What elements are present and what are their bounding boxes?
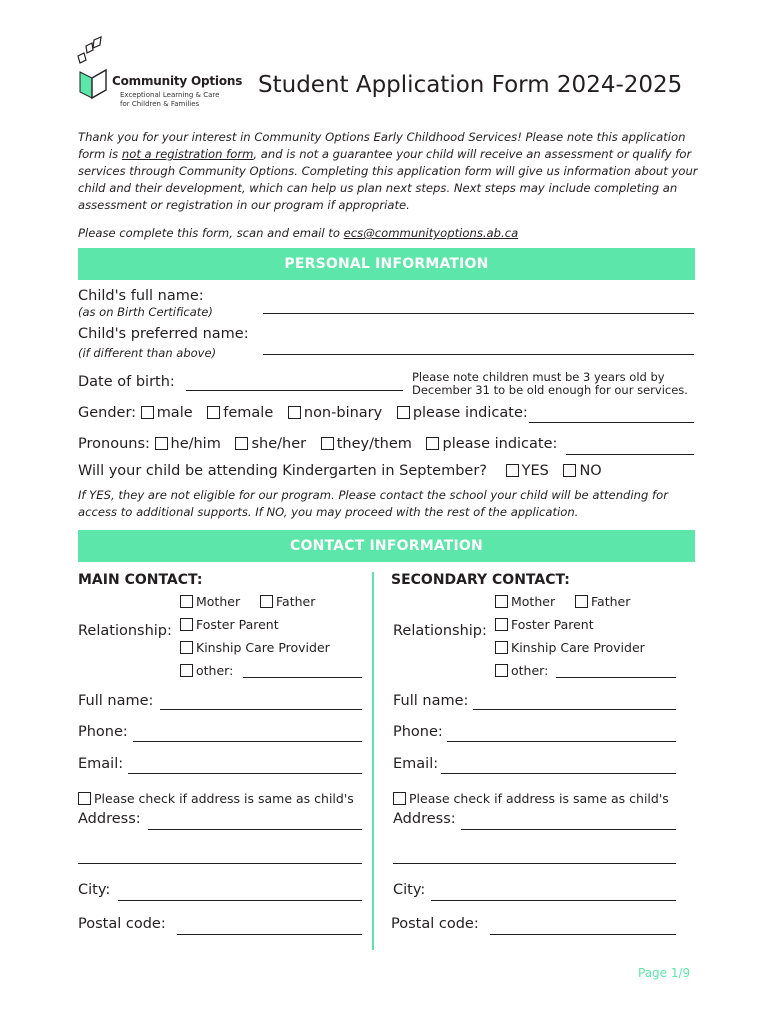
checkbox[interactable]	[575, 595, 588, 608]
checkbox[interactable]	[563, 464, 576, 477]
logo-tagline: Exceptional Learning & Care for Children & Families	[120, 91, 220, 108]
checkbox[interactable]	[141, 406, 154, 419]
child-full-name-label: Child's full name:	[78, 288, 204, 304]
gender-row	[78, 405, 528, 421]
personal-info-heading: PERSONAL INFORMATION	[78, 248, 695, 280]
checkbox[interactable]	[207, 406, 220, 419]
main-other-field[interactable]	[243, 677, 362, 678]
dob-label: Date of birth:	[78, 374, 175, 390]
secondary-kinship-option[interactable]: Kinship Care Provider	[495, 640, 645, 655]
secondary-postal-field[interactable]	[490, 934, 676, 935]
checkbox[interactable]	[393, 792, 406, 805]
child-preferred-name-label: Child's preferred name:	[78, 326, 249, 342]
main-phone-label: Phone:	[78, 724, 128, 740]
checkbox[interactable]	[235, 437, 248, 450]
kindergarten-yes[interactable]: YES	[506, 463, 549, 479]
secondary-city-label: City:	[393, 882, 426, 898]
secondary-same-address-option[interactable]: Please check if address is same as child's	[393, 791, 669, 806]
page-title: Student Application Form 2024-2025	[258, 72, 683, 98]
secondary-address-field-2[interactable]	[393, 863, 676, 864]
main-phone-field[interactable]	[133, 741, 362, 742]
child-preferred-name-field[interactable]	[263, 354, 694, 355]
child-preferred-name-sublabel: (if different than above)	[78, 346, 217, 360]
dob-field[interactable]	[186, 390, 403, 391]
secondary-phone-field[interactable]	[447, 741, 676, 742]
gender-option-indicate[interactable]: please indicate:	[397, 405, 528, 421]
main-postal-field[interactable]	[177, 934, 362, 935]
dob-note: Please note children must be 3 years old by December 31 to be old enough for our services.	[412, 370, 688, 397]
checkbox[interactable]	[288, 406, 301, 419]
secondary-address-field[interactable]	[461, 829, 676, 830]
secondary-full-name-field[interactable]	[473, 709, 676, 710]
child-full-name-sublabel: (as on Birth Certificate)	[78, 305, 213, 319]
page-number: Page 1/9	[638, 966, 691, 980]
pronouns-indicate-field[interactable]	[566, 454, 694, 455]
child-full-name-field[interactable]	[263, 313, 694, 314]
checkbox[interactable]	[495, 641, 508, 654]
secondary-city-field[interactable]	[431, 900, 676, 901]
kindergarten-row	[78, 463, 602, 479]
checkbox[interactable]	[321, 437, 334, 450]
main-email-label: Email:	[78, 756, 124, 772]
main-address-field[interactable]	[148, 829, 362, 830]
main-address-label: Address:	[78, 811, 141, 827]
checkbox[interactable]	[180, 618, 193, 631]
email-instruction: Please complete this form, scan and email to ecs@communityoptions.ab.ca	[78, 226, 519, 240]
main-email-field[interactable]	[128, 773, 362, 774]
intro-paragraph: Thank you for your interest in Community Options Early Childhood Services! Please note this application form is not a registration form, and is not a guarantee your child will receive an assessment or qualify for services through Community Options. Completing this application form will give us information about your child and their development, which can help us plan next steps. Next steps may include completing an assessment or registration in our program if appropriate.	[78, 130, 698, 212]
pronoun-option-she-her[interactable]: she/her	[235, 436, 306, 452]
secondary-mother-option[interactable]: Mother	[495, 594, 555, 609]
checkbox[interactable]	[155, 437, 168, 450]
checkbox[interactable]	[426, 437, 439, 450]
main-relationship-label: Relationship:	[78, 623, 172, 639]
main-city-label: City:	[78, 882, 111, 898]
secondary-phone-label: Phone:	[393, 724, 443, 740]
secondary-postal-label: Postal code:	[391, 916, 479, 932]
gender-label: Gender:	[78, 405, 137, 421]
checkbox[interactable]	[495, 664, 508, 677]
main-mother-option[interactable]: Mother	[180, 594, 240, 609]
kindergarten-no[interactable]: NO	[563, 463, 601, 479]
secondary-father-option[interactable]: Father	[575, 594, 630, 609]
pronoun-option-indicate[interactable]: please indicate:	[426, 436, 557, 452]
pronoun-option-he-him[interactable]: he/him	[155, 436, 221, 452]
checkbox[interactable]	[180, 664, 193, 677]
main-full-name-label: Full name:	[78, 693, 154, 709]
main-city-field[interactable]	[118, 900, 362, 901]
column-divider	[372, 572, 374, 950]
secondary-other-field[interactable]	[556, 677, 676, 678]
pronoun-option-they-them[interactable]: they/them	[321, 436, 412, 452]
checkbox[interactable]	[397, 406, 410, 419]
email-link[interactable]: ecs@communityoptions.ab.ca	[343, 226, 519, 240]
gender-option-non-binary[interactable]: non-binary	[288, 405, 382, 421]
gender-indicate-field[interactable]	[529, 422, 694, 423]
kindergarten-note: If YES, they are not eligible for our program. Please contact the school your child will be attending for access to additional supports. If NO, you may proceed with the rest of the application.	[78, 488, 668, 519]
logo-name: Community Options	[112, 74, 243, 88]
main-father-option[interactable]: Father	[260, 594, 315, 609]
community-options-logo-icon	[74, 36, 114, 100]
secondary-relationship-label: Relationship:	[393, 623, 487, 639]
checkbox[interactable]	[506, 464, 519, 477]
checkbox[interactable]	[495, 618, 508, 631]
main-full-name-field[interactable]	[160, 709, 362, 710]
checkbox[interactable]	[260, 595, 273, 608]
gender-option-female[interactable]: female	[207, 405, 273, 421]
secondary-full-name-label: Full name:	[393, 693, 469, 709]
pronouns-label: Pronouns:	[78, 436, 150, 452]
pronouns-row	[78, 436, 557, 452]
main-kinship-option[interactable]: Kinship Care Provider	[180, 640, 330, 655]
checkbox[interactable]	[180, 595, 193, 608]
checkbox[interactable]	[180, 641, 193, 654]
checkbox[interactable]	[78, 792, 91, 805]
main-other-option[interactable]: other:	[180, 663, 233, 678]
checkbox[interactable]	[495, 595, 508, 608]
secondary-contact-heading: SECONDARY CONTACT:	[391, 572, 570, 588]
main-address-field-2[interactable]	[78, 863, 362, 864]
secondary-email-field[interactable]	[441, 773, 676, 774]
secondary-address-label: Address:	[393, 811, 456, 827]
main-postal-label: Postal code:	[78, 916, 166, 932]
contact-info-heading: CONTACT INFORMATION	[78, 530, 695, 562]
main-same-address-option[interactable]: Please check if address is same as child's	[78, 791, 354, 806]
secondary-email-label: Email:	[393, 756, 439, 772]
secondary-foster-option[interactable]: Foster Parent	[495, 617, 594, 632]
secondary-other-option[interactable]: other:	[495, 663, 548, 678]
main-contact-heading: MAIN CONTACT:	[78, 572, 203, 588]
gender-option-male[interactable]: male	[141, 405, 193, 421]
kindergarten-question: Will your child be attending Kindergarten in September?	[78, 463, 487, 479]
main-foster-option[interactable]: Foster Parent	[180, 617, 279, 632]
